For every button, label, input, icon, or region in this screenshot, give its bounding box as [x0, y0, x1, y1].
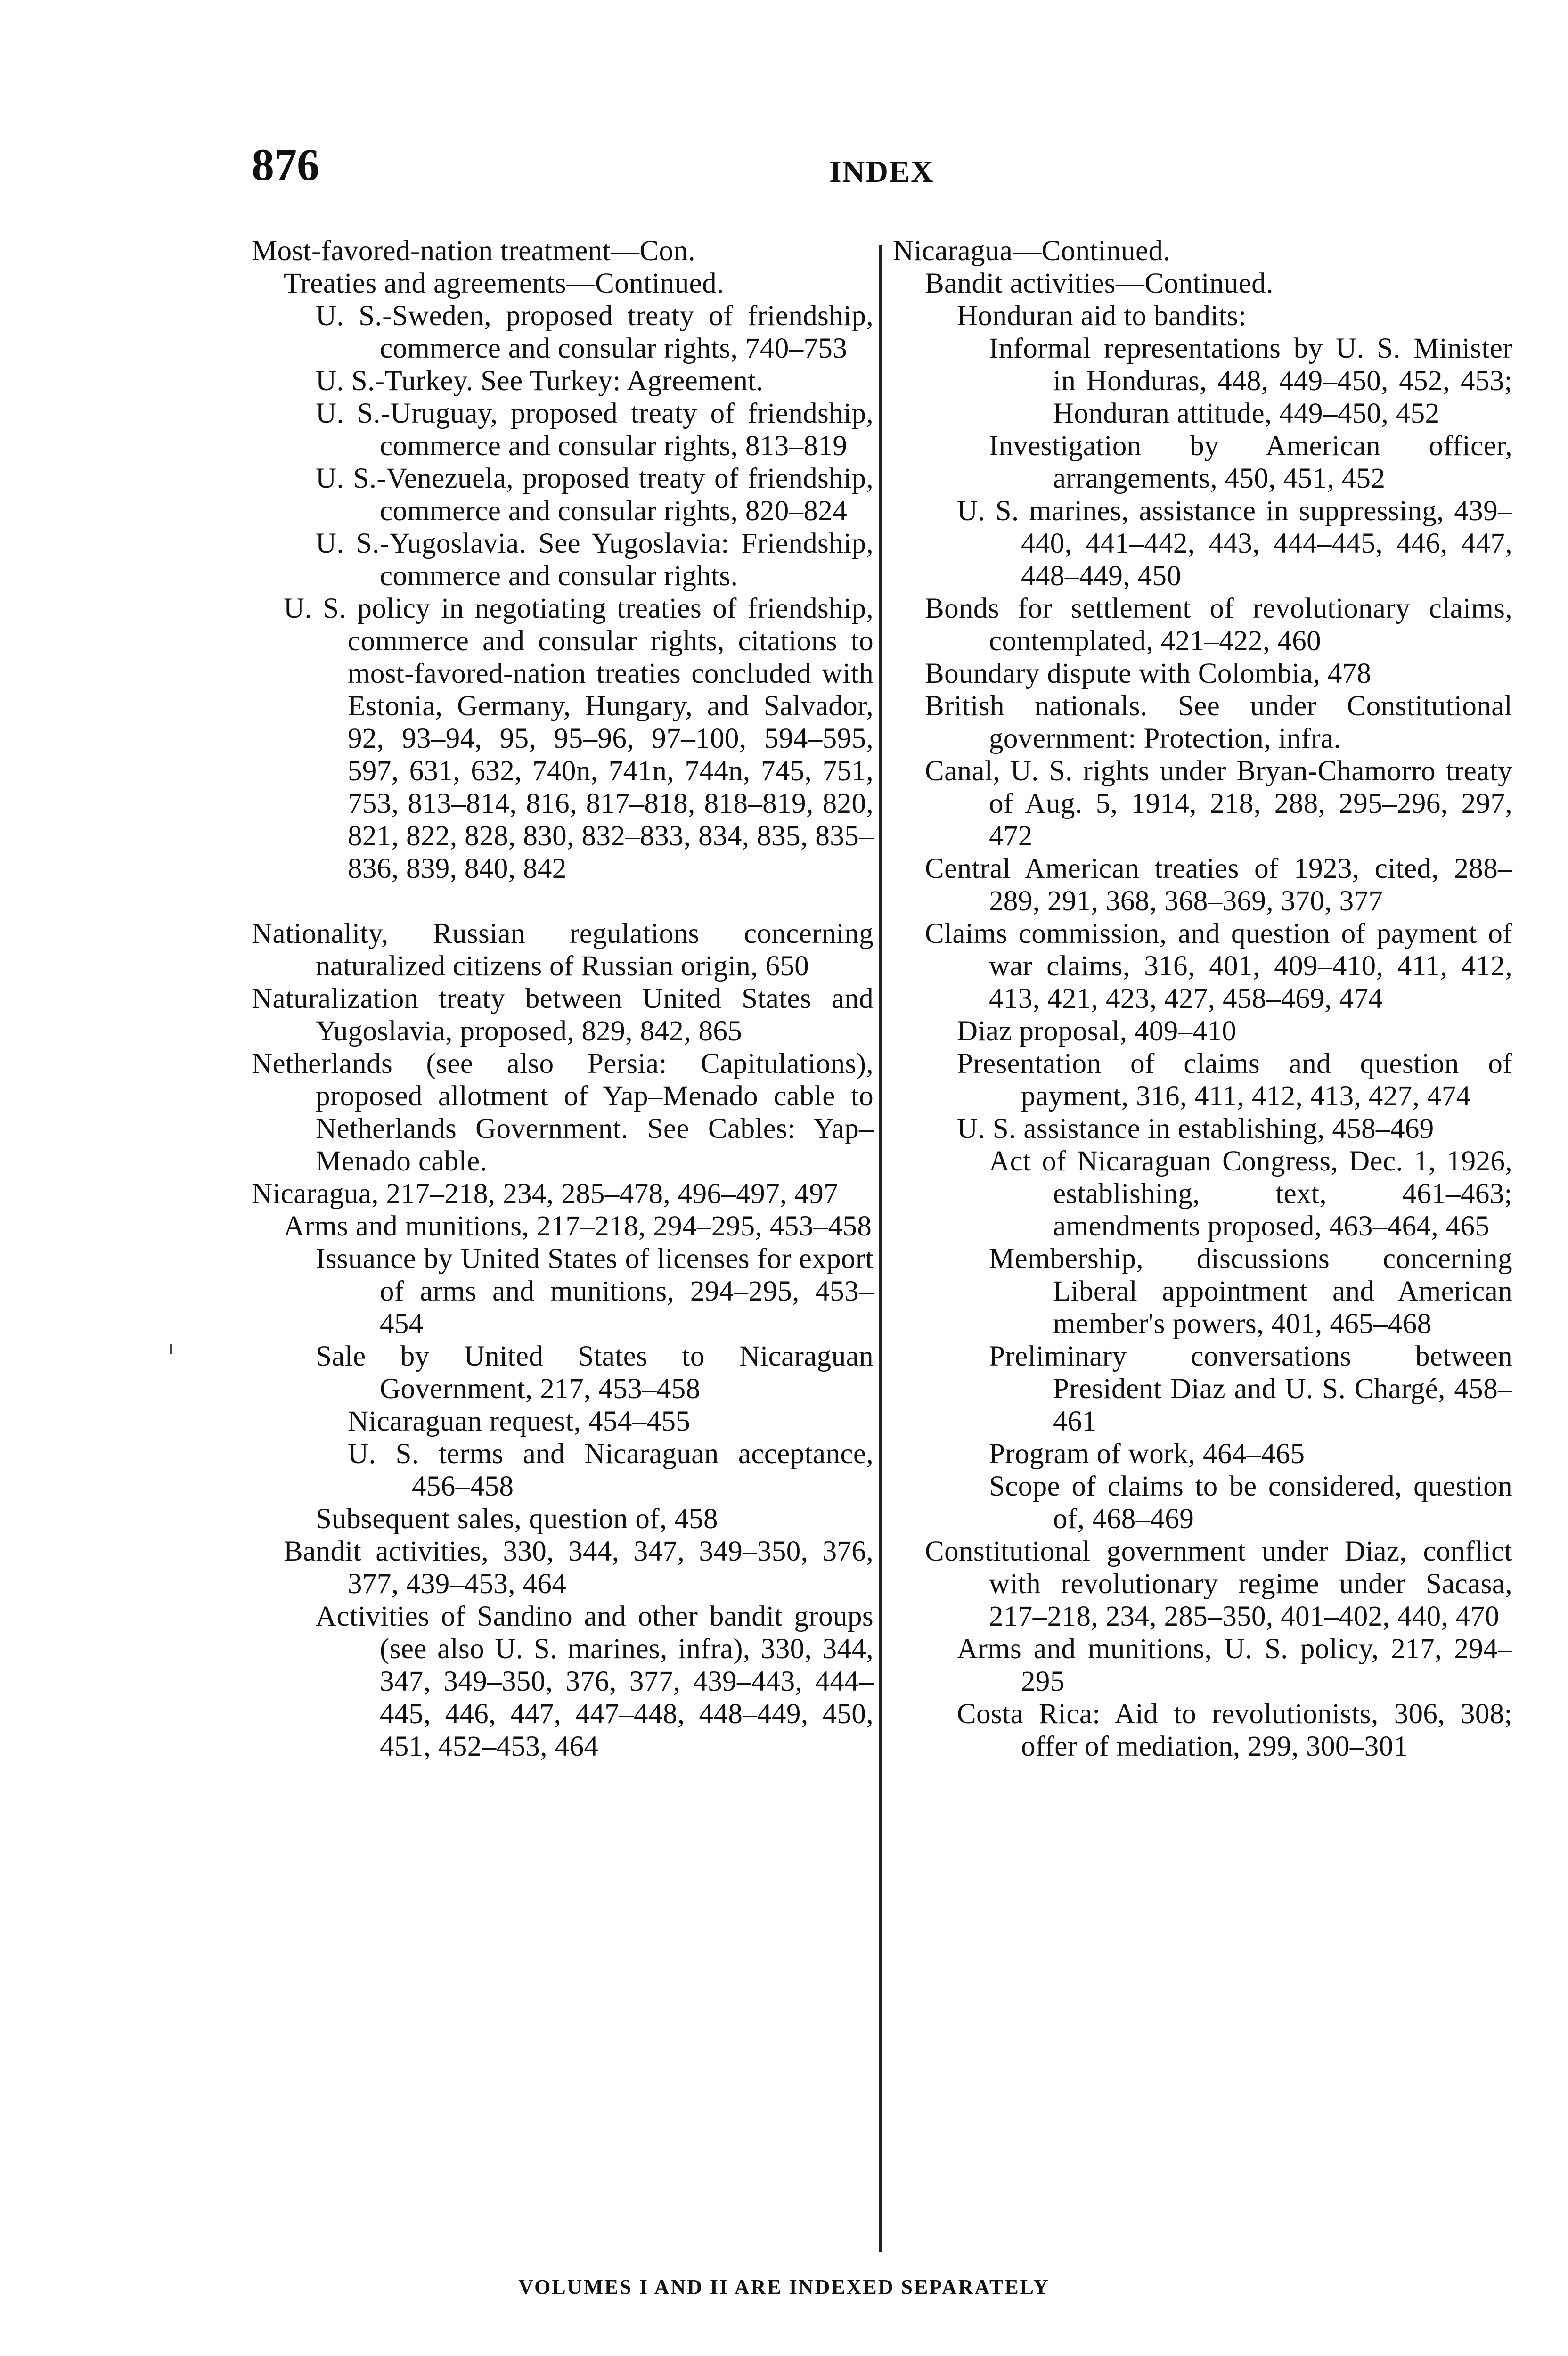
index-entry: Nicaraguan request, 454–455 [348, 1406, 691, 1437]
index-entry: Presentation of claims and question of payment, 316, 411, 412, 413, 427, 474 [957, 1048, 1512, 1112]
index-entry: U. S. assistance in establishing, 458–469 [957, 1113, 1434, 1145]
index-entry: Diaz proposal, 409–410 [957, 1015, 1237, 1047]
index-entry: U. S. policy in negotiating treaties of friendship, commerce and consular rights, citations to most-favored-nation treaties concluded with Estonia, Germany, Hungary, and Salvador, 92, 93–94, 95, 95–96, 97–100, 594–595, 597, 631, 632, 740n, 741n, 744n, 745, 751, 753, 813–814, 816, 817–818, 818–819, 820, 821, 822, 828, 830, 832–833, 834, 835, 835–836, 839, 840, 842 [284, 593, 874, 884]
index-entry: U. S. terms and Nicaraguan acceptance, 456–458 [348, 1438, 874, 1502]
index-entry: Activities of Sandino and other bandit groups (see also U. S. marines, infra), 330, 344, 347, 349–350, 376, 377, 439–443, 444–445, 446, 447, 447–448, 448–449, 450, 451, 452–453, 464 [316, 1601, 874, 1762]
index-entry: Arms and munitions, 217–218, 294–295, 453–458 [284, 1211, 872, 1242]
index-entry: U. S. marines, assistance in suppressing, 439–440, 441–442, 443, 444–445, 446, 447, 448–449, 450 [957, 495, 1512, 592]
index-entry: Boundary dispute with Colombia, 478 [925, 658, 1372, 689]
index-entry: Act of Nicaraguan Congress, Dec. 1, 1926, establishing, text, 461–463; amendments proposed, 463–464, 465 [989, 1145, 1512, 1242]
index-column-left [252, 235, 874, 1763]
index-entry: Central American treaties of 1923, cited, 288–289, 291, 368, 368–369, 370, 377 [925, 853, 1512, 917]
index-entry: Netherlands (see also Persia: Capitulations), proposed allotment of Yap–Menado cable to Netherlands Government. See Cables: Yap–Menado cable. [252, 1048, 874, 1177]
index-entry: Arms and munitions, U. S. policy, 217, 294–295 [957, 1633, 1512, 1697]
ink-speck [170, 1344, 172, 1354]
column-divider [879, 245, 882, 2252]
index-entry: Sale by United States to Nicaraguan Government, 217, 453–458 [316, 1341, 874, 1405]
index-entry: Most-favored-nation treatment—Con. [252, 235, 695, 267]
index-entry: Nicaragua—Continued. [893, 235, 1171, 267]
index-entry: U. S.-Turkey. See Turkey: Agreement. [316, 365, 764, 397]
index-entry: Bandit activities, 330, 344, 347, 349–350, 376, 377, 439–453, 464 [284, 1536, 874, 1600]
index-entry: Naturalization treaty between United States and Yugoslavia, proposed, 829, 842, 865 [252, 983, 874, 1047]
index-entry: Issuance by United States of licenses for export of arms and munitions, 294–295, 453–454 [316, 1243, 874, 1340]
index-entry: Constitutional government under Diaz, conflict with revolutionary regime under Sacasa, 217–218, 234, 285–350, 401–402, 440, 470 [925, 1536, 1512, 1632]
index-entry: U. S.-Uruguay, proposed treaty of friendship, commerce and consular rights, 813–819 [316, 398, 874, 462]
index-entry: Nicaragua, 217–218, 234, 285–478, 496–497, 497 [252, 1178, 839, 1210]
index-entry: Claims commission, and question of payment of war claims, 316, 401, 409–410, 411, 412, 413, 421, 423, 427, 458–469, 474 [925, 918, 1512, 1014]
index-entry: British nationals. See under Constitutional government: Protection, infra. [925, 690, 1512, 754]
index-entry: Nationality, Russian regulations concerning naturalized citizens of Russian origin, 650 [252, 918, 874, 982]
running-head: INDEX [829, 155, 934, 189]
index-entry: Investigation by American officer, arrangements, 450, 451, 452 [989, 430, 1512, 494]
index-entry: Costa Rica: Aid to revolutionists, 306, 308; offer of mediation, 299, 300–301 [957, 1698, 1512, 1762]
index-entry: U. S.-Venezuela, proposed treaty of friendship, commerce and consular rights, 820–824 [316, 463, 874, 527]
index-entry: Subsequent sales, question of, 458 [316, 1503, 718, 1535]
index-entry: Bandit activities—Continued. [925, 268, 1274, 299]
index-entry: Canal, U. S. rights under Bryan-Chamorro treaty of Aug. 5, 1914, 218, 288, 295–296, 297, 472 [925, 755, 1512, 852]
index-entry: Treaties and agreements—Continued. [284, 268, 724, 299]
index-entry: U. S.-Yugoslavia. See Yugoslavia: Friendship, commerce and consular rights. [316, 528, 874, 592]
footer-note: VOLUMES I AND II ARE INDEXED SEPARATELY [518, 2275, 1050, 2299]
index-entry: Informal representations by U. S. Minister in Honduras, 448, 449–450, 452, 453; Honduran attitude, 449–450, 452 [989, 333, 1512, 429]
index-entry: Honduran aid to bandits: [957, 300, 1247, 332]
index-entry: Bonds for settlement of revolutionary claims, contemplated, 421–422, 460 [925, 593, 1512, 657]
index-column-right [893, 235, 1512, 1763]
index-entry: Program of work, 464–465 [989, 1438, 1305, 1470]
index-entry: Membership, discussions concerning Liberal appointment and American member's powers, 401, 465–468 [989, 1243, 1512, 1340]
page-number: 876 [252, 139, 319, 190]
index-entry: Scope of claims to be considered, question of, 468–469 [989, 1471, 1512, 1535]
index-entry: Preliminary conversations between President Diaz and U. S. Chargé, 458–461 [989, 1341, 1512, 1437]
index-entry: U. S.-Sweden, proposed treaty of friendship, commerce and consular rights, 740–753 [316, 300, 874, 364]
